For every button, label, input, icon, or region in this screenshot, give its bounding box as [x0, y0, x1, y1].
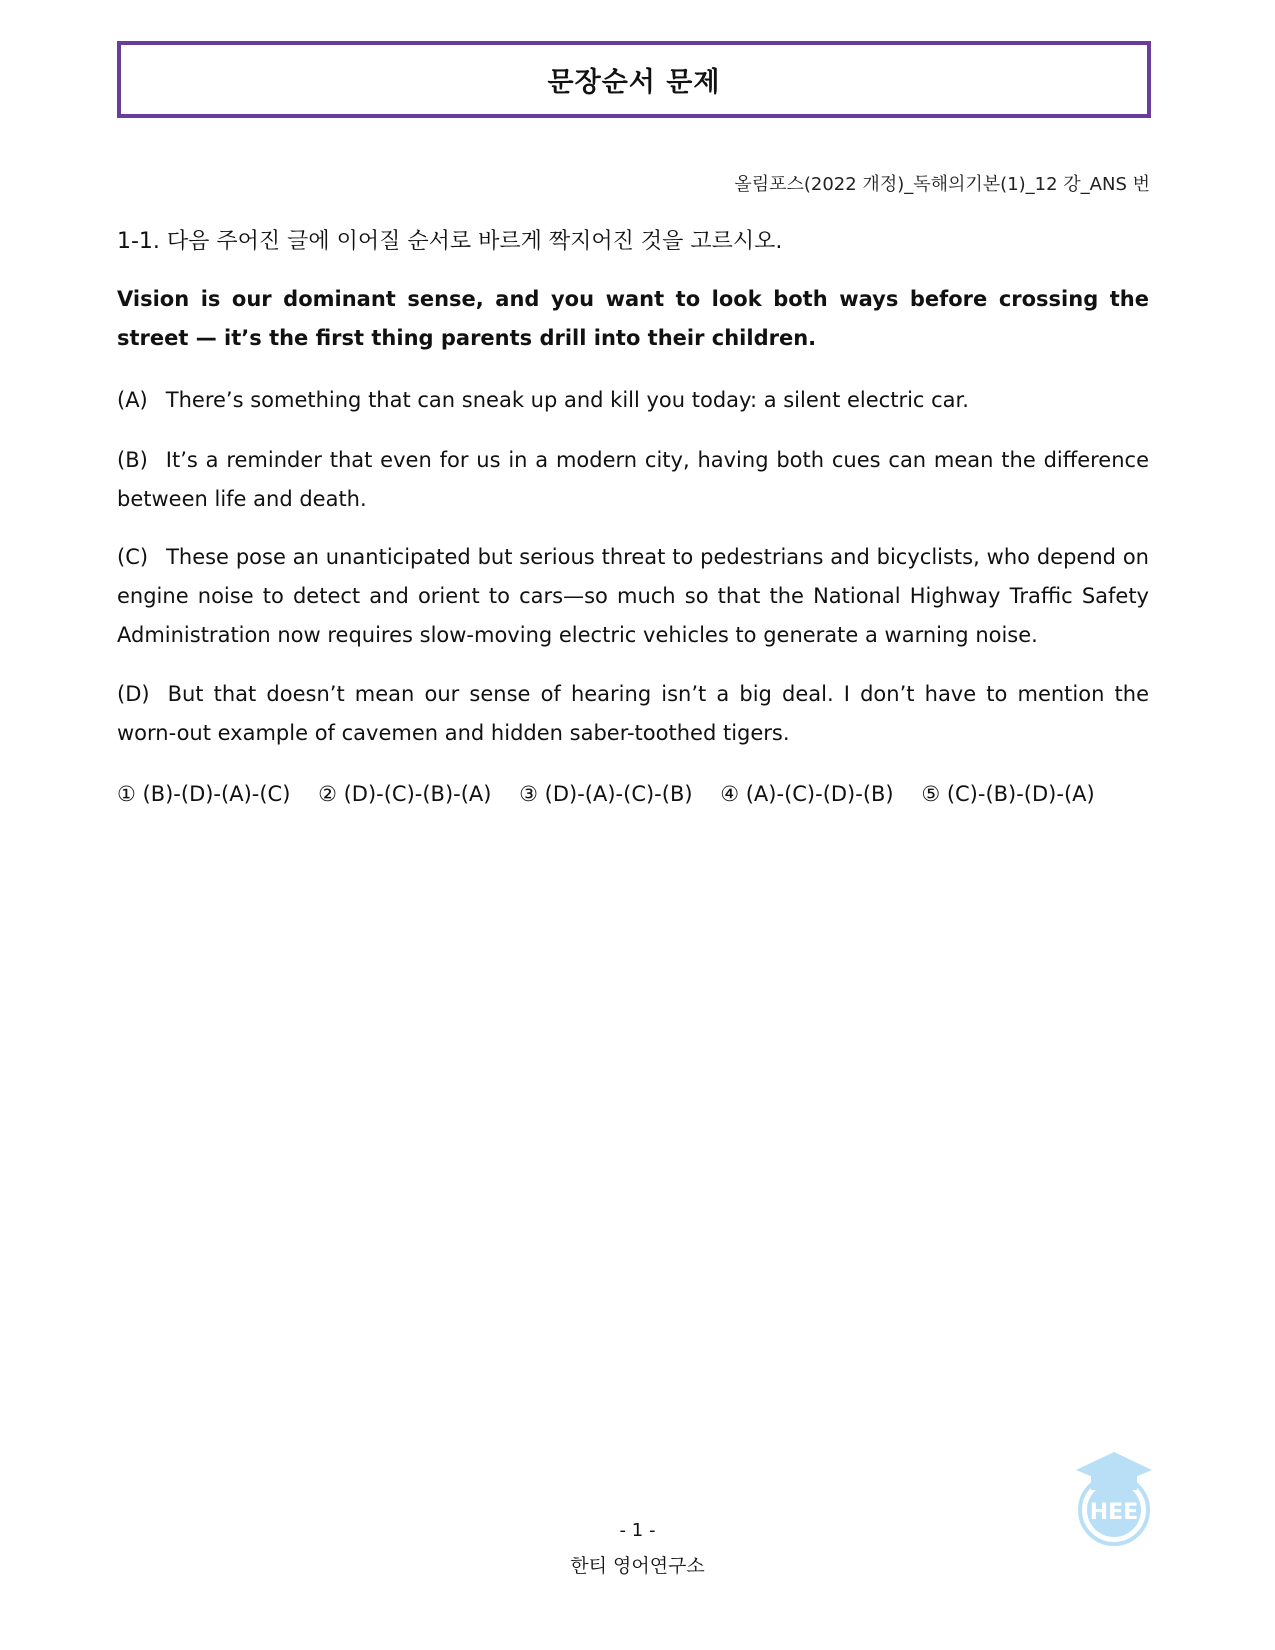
- paragraph-label: (A): [117, 388, 148, 412]
- paragraph-b: [117, 441, 1149, 519]
- page-title: 문장순서 문제: [547, 67, 721, 98]
- choice-4[interactable]: ④ (A)-(C)-(D)-(B): [720, 782, 894, 806]
- paragraph-label: (C): [117, 545, 149, 569]
- question-instruction: 1-1. 다음 주어진 글에 이어질 순서로 바르게 짝지어진 것을 고르시오.: [117, 229, 783, 254]
- paragraph-text: But that doesn’t mean our sense of hearing isn’t a big deal. I don’t have to mention the worn-out example of cavemen and hidden saber-toothed tigers.: [117, 682, 1149, 745]
- source-reference: 올림포스(2022 개정)_독해의기본(1)_12 강_ANS 번: [734, 174, 1150, 195]
- paragraph-d: [117, 675, 1149, 753]
- paragraph-text: These pose an unanticipated but serious threat to pedestrians and bicyclists, who depend on engine noise to detect and orient to cars—so much so that the National Highway Traffic Safety Administration now requires slow-moving electric vehicles to generate a warning noise.: [117, 545, 1149, 647]
- paragraph-text: It’s a reminder that even for us in a modern city, having both cues can mean the difference between life and death.: [117, 448, 1149, 511]
- graduation-cap-icon: [1073, 1450, 1155, 1548]
- answer-choices: [117, 782, 1116, 806]
- page-number: - 1 -: [619, 1520, 656, 1541]
- hee-logo: [1073, 1450, 1155, 1548]
- logo-text: HEE: [1089, 1500, 1139, 1525]
- paragraph-text: There’s something that can sneak up and kill you today: a silent electric car.: [165, 388, 969, 412]
- paragraph-a: [117, 381, 1149, 420]
- given-passage: Vision is our dominant sense, and you want to look both ways before crossing the street — it’s the first thing parents drill into their children.: [117, 287, 1149, 350]
- paragraph-c: [117, 538, 1149, 655]
- paragraph-label: (B): [117, 448, 148, 472]
- title-box: [117, 41, 1151, 118]
- choice-3[interactable]: ③ (D)-(A)-(C)-(B): [519, 782, 693, 806]
- choice-1[interactable]: ① (B)-(D)-(A)-(C): [117, 782, 291, 806]
- choice-5[interactable]: ⑤ (C)-(B)-(D)-(A): [921, 782, 1095, 806]
- choice-2[interactable]: ② (D)-(C)-(B)-(A): [318, 782, 492, 806]
- paragraph-label: (D): [117, 682, 150, 706]
- organization-name: 한티 영어연구소: [570, 1555, 705, 1577]
